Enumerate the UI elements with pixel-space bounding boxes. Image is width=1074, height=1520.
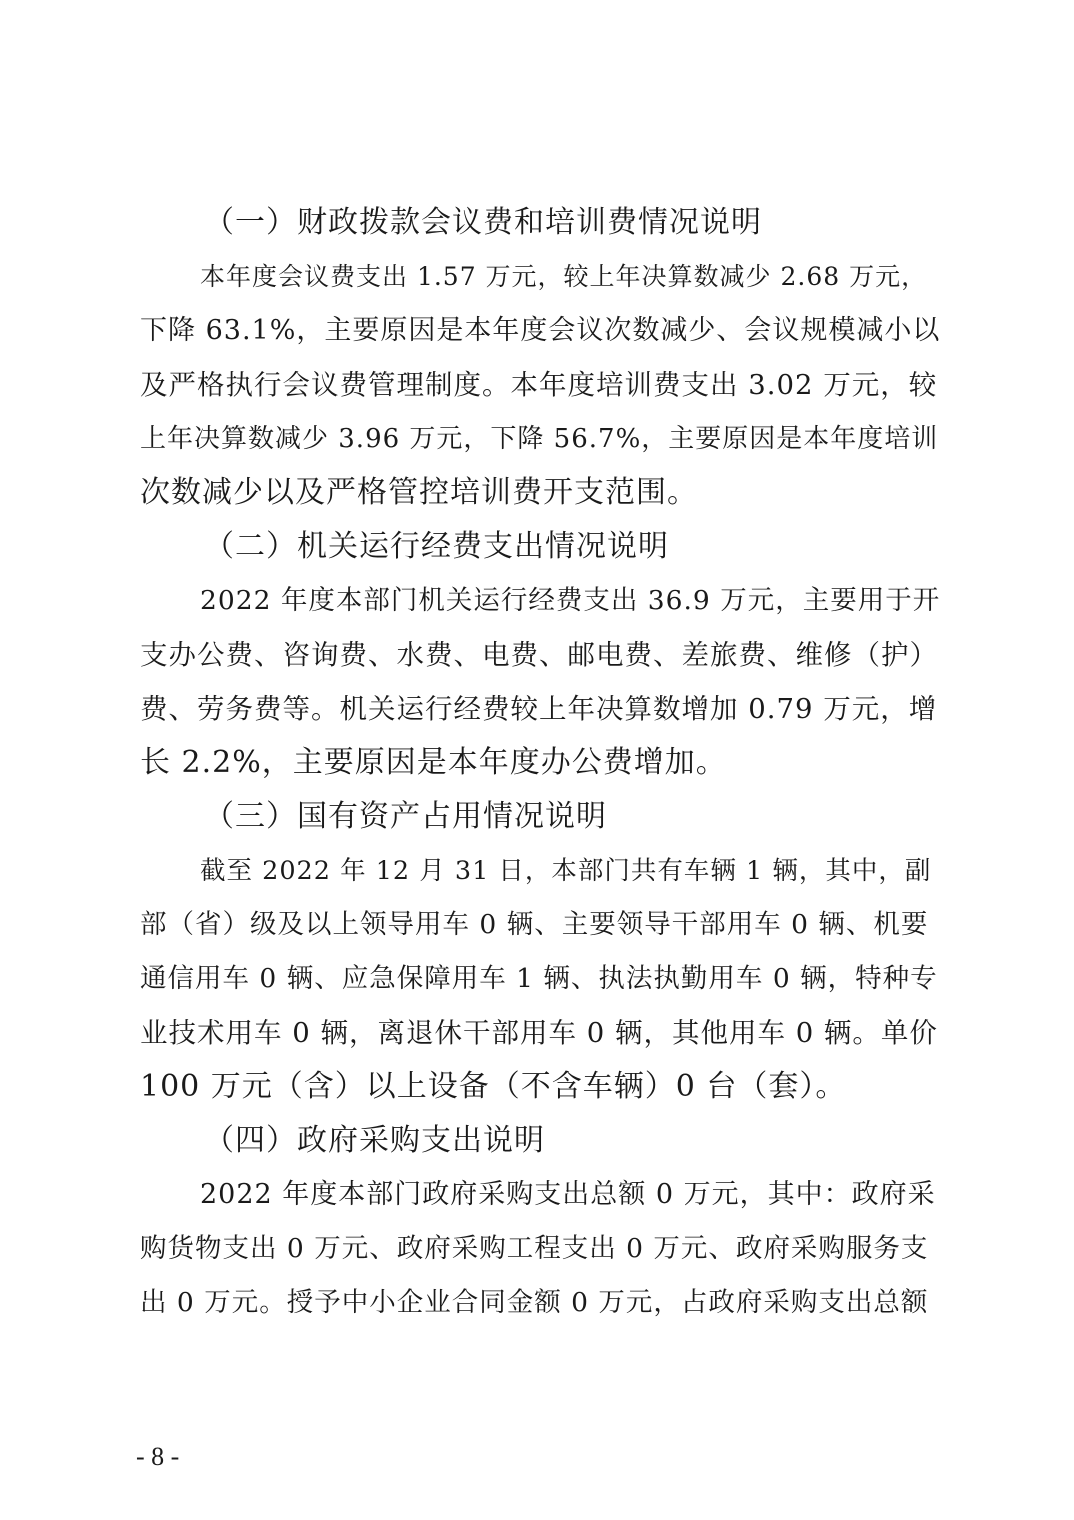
paragraph-line: 本年度会议费支出 1.57 万元，较上年决算数减少 2.68 万元， bbox=[200, 262, 928, 291]
paragraph-line: 长 2.2%，主要原因是本年度办公费增加。 bbox=[140, 745, 727, 780]
paragraph-line: 2022 年度本部门政府采购支出总额 0 万元，其中：政府采 bbox=[200, 1179, 936, 1210]
section-heading: （三）国有资产占用情况说明 bbox=[204, 799, 607, 834]
paragraph-line: 支办公费、咨询费、水费、电费、邮电费、差旅费、维修（护） bbox=[140, 639, 938, 671]
paragraph-line: 部（省）级及以上领导用车 0 辆、主要领导干部用车 0 辆、机要 bbox=[140, 909, 929, 940]
paragraph-line: 通信用车 0 辆、应急保障用车 1 辆、执法执勤用车 0 辆，特种专 bbox=[140, 963, 938, 994]
paragraph-line: 截至 2022 年 12 月 31 日，本部门共有车辆 1 辆，其中，副 bbox=[200, 856, 932, 886]
paragraph-line: 业技术用车 0 辆，离退休干部用车 0 辆，其他用车 0 辆。单价 bbox=[140, 1017, 938, 1049]
document-body bbox=[140, 196, 940, 1330]
paragraph-line: 2022 年度本部门机关运行经费支出 36.9 万元，主要用于开 bbox=[200, 585, 941, 616]
paragraph-line: 100 万元（含）以上设备（不含车辆）0 台（套）。 bbox=[140, 1069, 847, 1104]
paragraph-line: 出 0 万元。授予中小企业合同金额 0 万元，占政府采购支出总额 bbox=[140, 1287, 929, 1318]
paragraph-line: 次数减少以及严格管控培训费开支范围。 bbox=[140, 475, 698, 510]
page-number: - 8 - bbox=[136, 1442, 180, 1471]
paragraph-line: 下降 63.1%，主要原因是本年度会议次数减少、会议规模减小以 bbox=[140, 315, 941, 346]
paragraph-line: 购货物支出 0 万元、政府采购工程支出 0 万元、政府采购服务支 bbox=[140, 1233, 929, 1264]
paragraph-line: 费、劳务费等。机关运行经费较上年决算数增加 0.79 万元，增 bbox=[140, 693, 938, 725]
section-heading: （二）机关运行经费支出情况说明 bbox=[204, 529, 669, 564]
paragraph-line: 及严格执行会议费管理制度。本年度培训费支出 3.02 万元，较 bbox=[140, 369, 938, 401]
paragraph-line: 上年决算数减少 3.96 万元，下降 56.7%，主要原因是本年度培训 bbox=[140, 424, 939, 454]
section-heading: （四）政府采购支出说明 bbox=[204, 1123, 545, 1158]
section-heading: （一）财政拨款会议费和培训费情况说明 bbox=[204, 205, 762, 240]
